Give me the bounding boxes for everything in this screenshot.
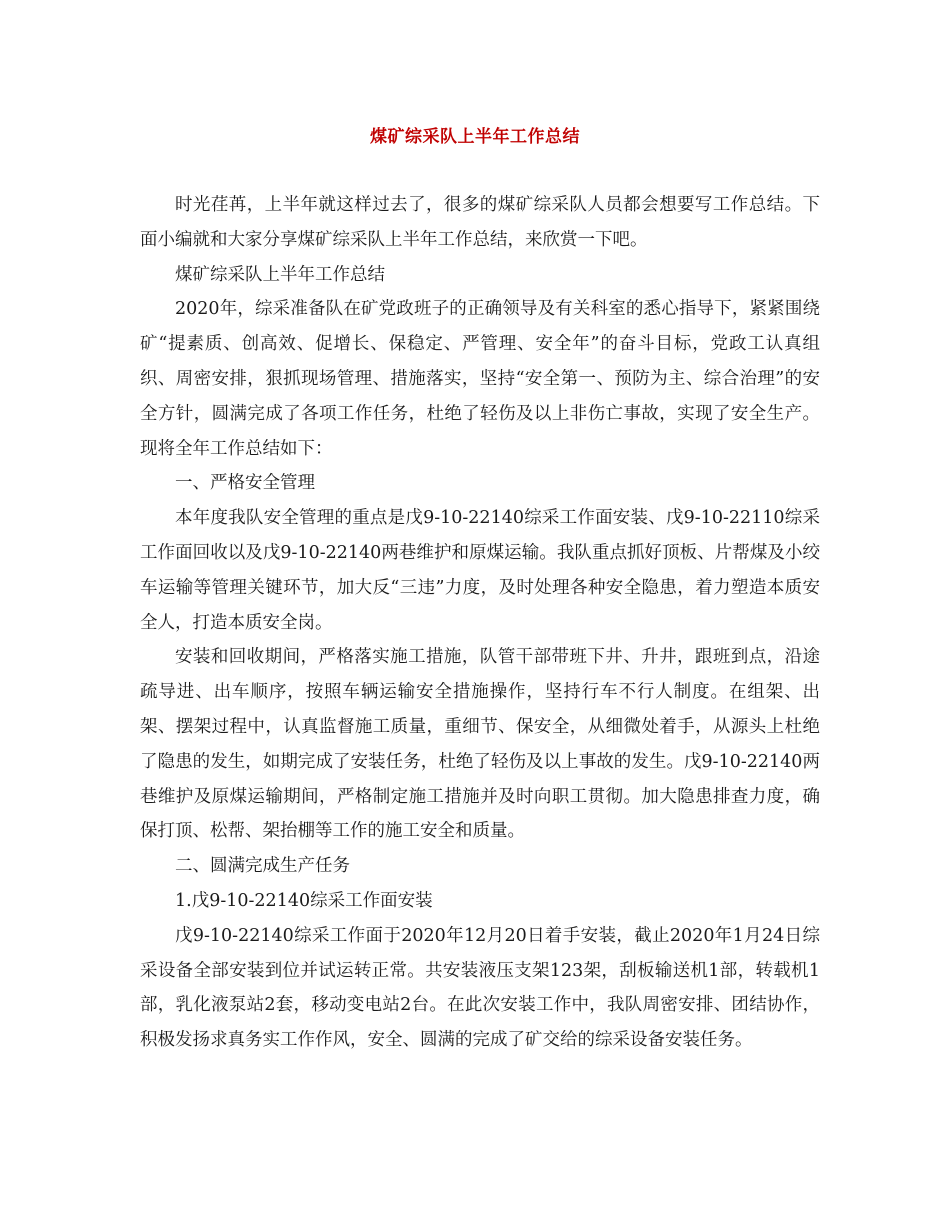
document-title: 煤矿综采队上半年工作总结 [370, 127, 580, 147]
paragraph-intro: 时光荏苒，上半年就这样过去了，很多的煤矿综采队人员都会想要写工作总结。下面小编就和大家分享煤矿综采队上半年工作总结，来欣赏一下吧。 [140, 195, 820, 250]
paragraph-installation-details: 戊9-10-22140综采工作面于2020年12月20日着手安装，截止2020年1月24日综采设备全部安装到位并试运转正常。共安装液压支架123架，刮板输送机1部，转载机1部，乳化液泵站2套，移动变电站2台。在此次安装工作中，我队周密安排、团结协作，积极发扬求真务实工作作风，安全、圆满的完成了矿交给的综采设备安装任务。 [140, 925, 820, 1051]
paragraph-subtitle: 煤矿综采队上半年工作总结 [175, 264, 385, 285]
section-heading-safety: 一、严格安全管理 [175, 473, 315, 494]
paragraph-installation-recovery: 安装和回收期间，严格落实施工措施，队管干部带班下井、升井，跟班到点，沿途疏导进、出车顺序，按照车辆运输安全措施操作，坚持行车不行人制度。在组架、出架、摆架过程中，认真监督施工质量，重细节、保安全，从细微处着手，从源头上杜绝了隐患的发生，如期完成了安装任务，杜绝了轻伤及以上事故的发生。戊9-10-22140两巷维护及原煤运输期间，严格制定施工措施并及时向职工贯彻。加大隐患排查力度，确保打顶、松帮、架抬棚等工作的施工安全和质量。 [140, 647, 820, 842]
paragraph-overview: 2020年，综采准备队在矿党政班子的正确领导及有关科室的悉心指导下，紧紧围绕矿“提素质、创高效、促增长、保稳定、严管理、安全年”的奋斗目标，党政工认真组织、周密安排，狠抓现场管理、措施落实，坚持“安全第一、预防为主、综合治理”的安全方针，圆满完成了各项工作任务，杜绝了轻伤及以上非伤亡事故，实现了安全生产。现将全年工作总结如下： [140, 299, 820, 459]
paragraph-safety-focus: 本年度我队安全管理的重点是戊9-10-22140综采工作面安装、戊9-10-22110综采工作面回收以及戊9-10-22140两巷维护和原煤运输。我队重点抓好顶板、片帮煤及小绞车运输等管理关键环节，加大反“三违”力度，及时处理各种安全隐患，着力塑造本质安全人，打造本质安全岗。 [140, 508, 820, 633]
document-body [140, 188, 820, 1058]
subsection-heading-installation: 1.戊9-10-22140综采工作面安装 [175, 890, 433, 911]
section-heading-production: 二、圆满完成生产任务 [175, 856, 350, 877]
